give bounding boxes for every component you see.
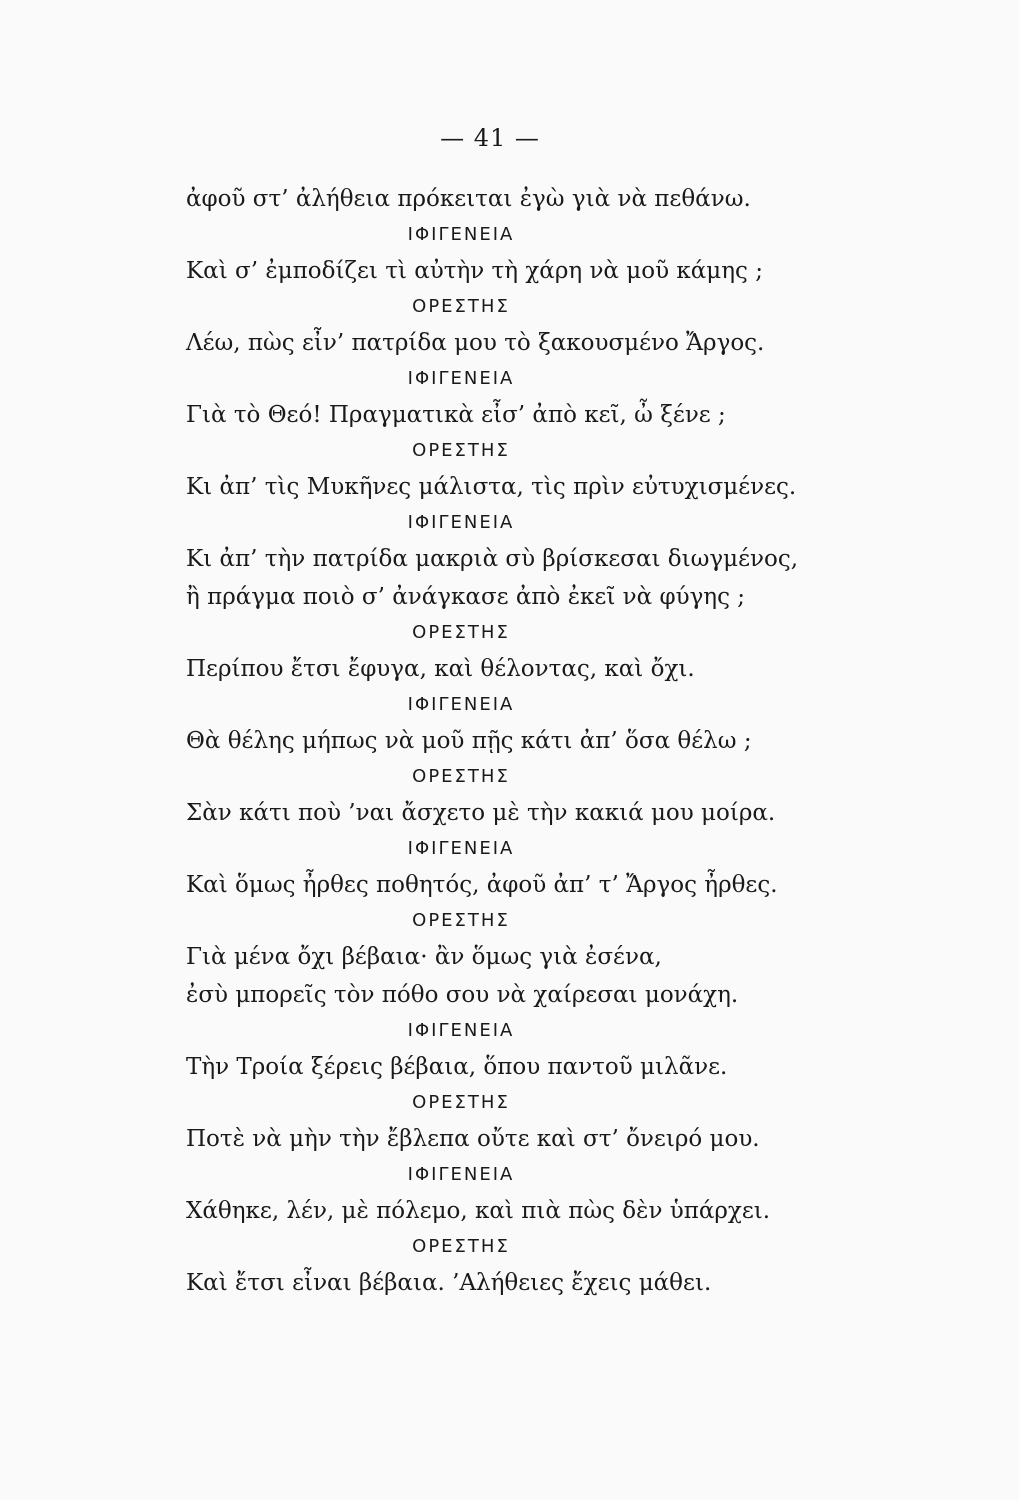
verse-line: Τὴν Τροία ξέρεις βέβαια, ὅπου παντοῦ μιλᾶνε. [186, 1054, 728, 1080]
speaker-name: ΙΦΙΓΕΝΕΙΑ [407, 512, 515, 533]
speaker-name: ΟΡΕΣΤΗΣ [412, 440, 510, 461]
verse-line: Κι ἀπ’ τὴν πατρίδα μακριὰ σὺ βρίσκεσαι διωγμένος, [186, 546, 799, 572]
verse-line: Γιὰ τὸ Θεό! Πραγματικὰ εἶσ’ ἀπὸ κεῖ, ὦ ξένε ; [186, 402, 726, 428]
verse-line: Κι ἀπ’ τὶς Μυκῆνες μάλιστα, τὶς πρὶν εὐτυχισμένες. [186, 474, 797, 500]
speaker-name: ΙΦΙΓΕΝΕΙΑ [407, 224, 515, 245]
speaker-name: ΟΡΕΣΤΗΣ [412, 296, 510, 317]
verse-line: Περίπου ἔτσι ἔφυγα, καὶ θέλοντας, καὶ ὄχι. [186, 656, 695, 682]
speaker-name: ΙΦΙΓΕΝΕΙΑ [407, 1164, 515, 1185]
verse-line: Γιὰ μένα ὄχι βέβαια· ἂν ὅμως γιὰ ἐσένα, [186, 944, 662, 970]
verse-line: Καὶ σ’ ἐμποδίζει τὶ αὐτὴν τὴ χάρη νὰ μοῦ κάμης ; [186, 258, 763, 284]
verse-line: Καὶ ὅμως ἦρθες ποθητός, ἀφοῦ ἀπ’ τ’ Ἄργος ἦρθες. [186, 872, 778, 898]
speaker-name: ΟΡΕΣΤΗΣ [412, 1092, 510, 1113]
verse-line: Σὰν κάτι ποὺ ’ναι ἄσχετο μὲ τὴν κακιά μου μοίρα. [186, 800, 776, 826]
verse-line: Καὶ ἔτσι εἶναι βέβαια. ’Αλήθειες ἔχεις μάθει. [186, 1270, 712, 1296]
speaker-name: ΙΦΙΓΕΝΕΙΑ [407, 694, 515, 715]
verse-line: ἢ πράγμα ποιὸ σ’ ἀνάγκασε ἀπὸ ἐκεῖ νὰ φύγης ; [186, 584, 746, 610]
verse-line: ἐσὺ μπορεῖς τὸν πόθο σου νὰ χαίρεσαι μονάχη. [186, 982, 739, 1008]
speaker-name: ΟΡΕΣΤΗΣ [412, 622, 510, 643]
speaker-name: ΙΦΙΓΕΝΕΙΑ [407, 838, 515, 859]
speaker-name: ΙΦΙΓΕΝΕΙΑ [407, 1020, 515, 1041]
speaker-name: ΟΡΕΣΤΗΣ [412, 766, 510, 787]
verse-line: Χάθηκε, λέν, μὲ πόλεμο, καὶ πιὰ πὼς δὲν ὑπάρχει. [186, 1198, 771, 1224]
verse-line: Λέω, πὼς εἶν’ πατρίδα μου τὸ ξακουσμένο Ἄργος. [186, 330, 765, 356]
speaker-name: ΙΦΙΓΕΝΕΙΑ [407, 368, 515, 389]
page-number: — 41 — [440, 124, 540, 152]
play-dialogue [186, 180, 826, 1302]
speaker-name: ΟΡΕΣΤΗΣ [412, 910, 510, 931]
speaker-name: ΟΡΕΣΤΗΣ [412, 1236, 510, 1257]
verse-line: ἀφοῦ στ’ ἀλήθεια πρόκειται ἐγὼ γιὰ νὰ πεθάνω. [186, 186, 751, 212]
verse-line: Θὰ θέλης μήπως νὰ μοῦ πῇς κάτι ἀπ’ ὅσα θέλω ; [186, 728, 752, 754]
verse-line: Ποτὲ νὰ μὴν τὴν ἔβλεπα οὔτε καὶ στ’ ὄνειρό μου. [186, 1126, 760, 1152]
